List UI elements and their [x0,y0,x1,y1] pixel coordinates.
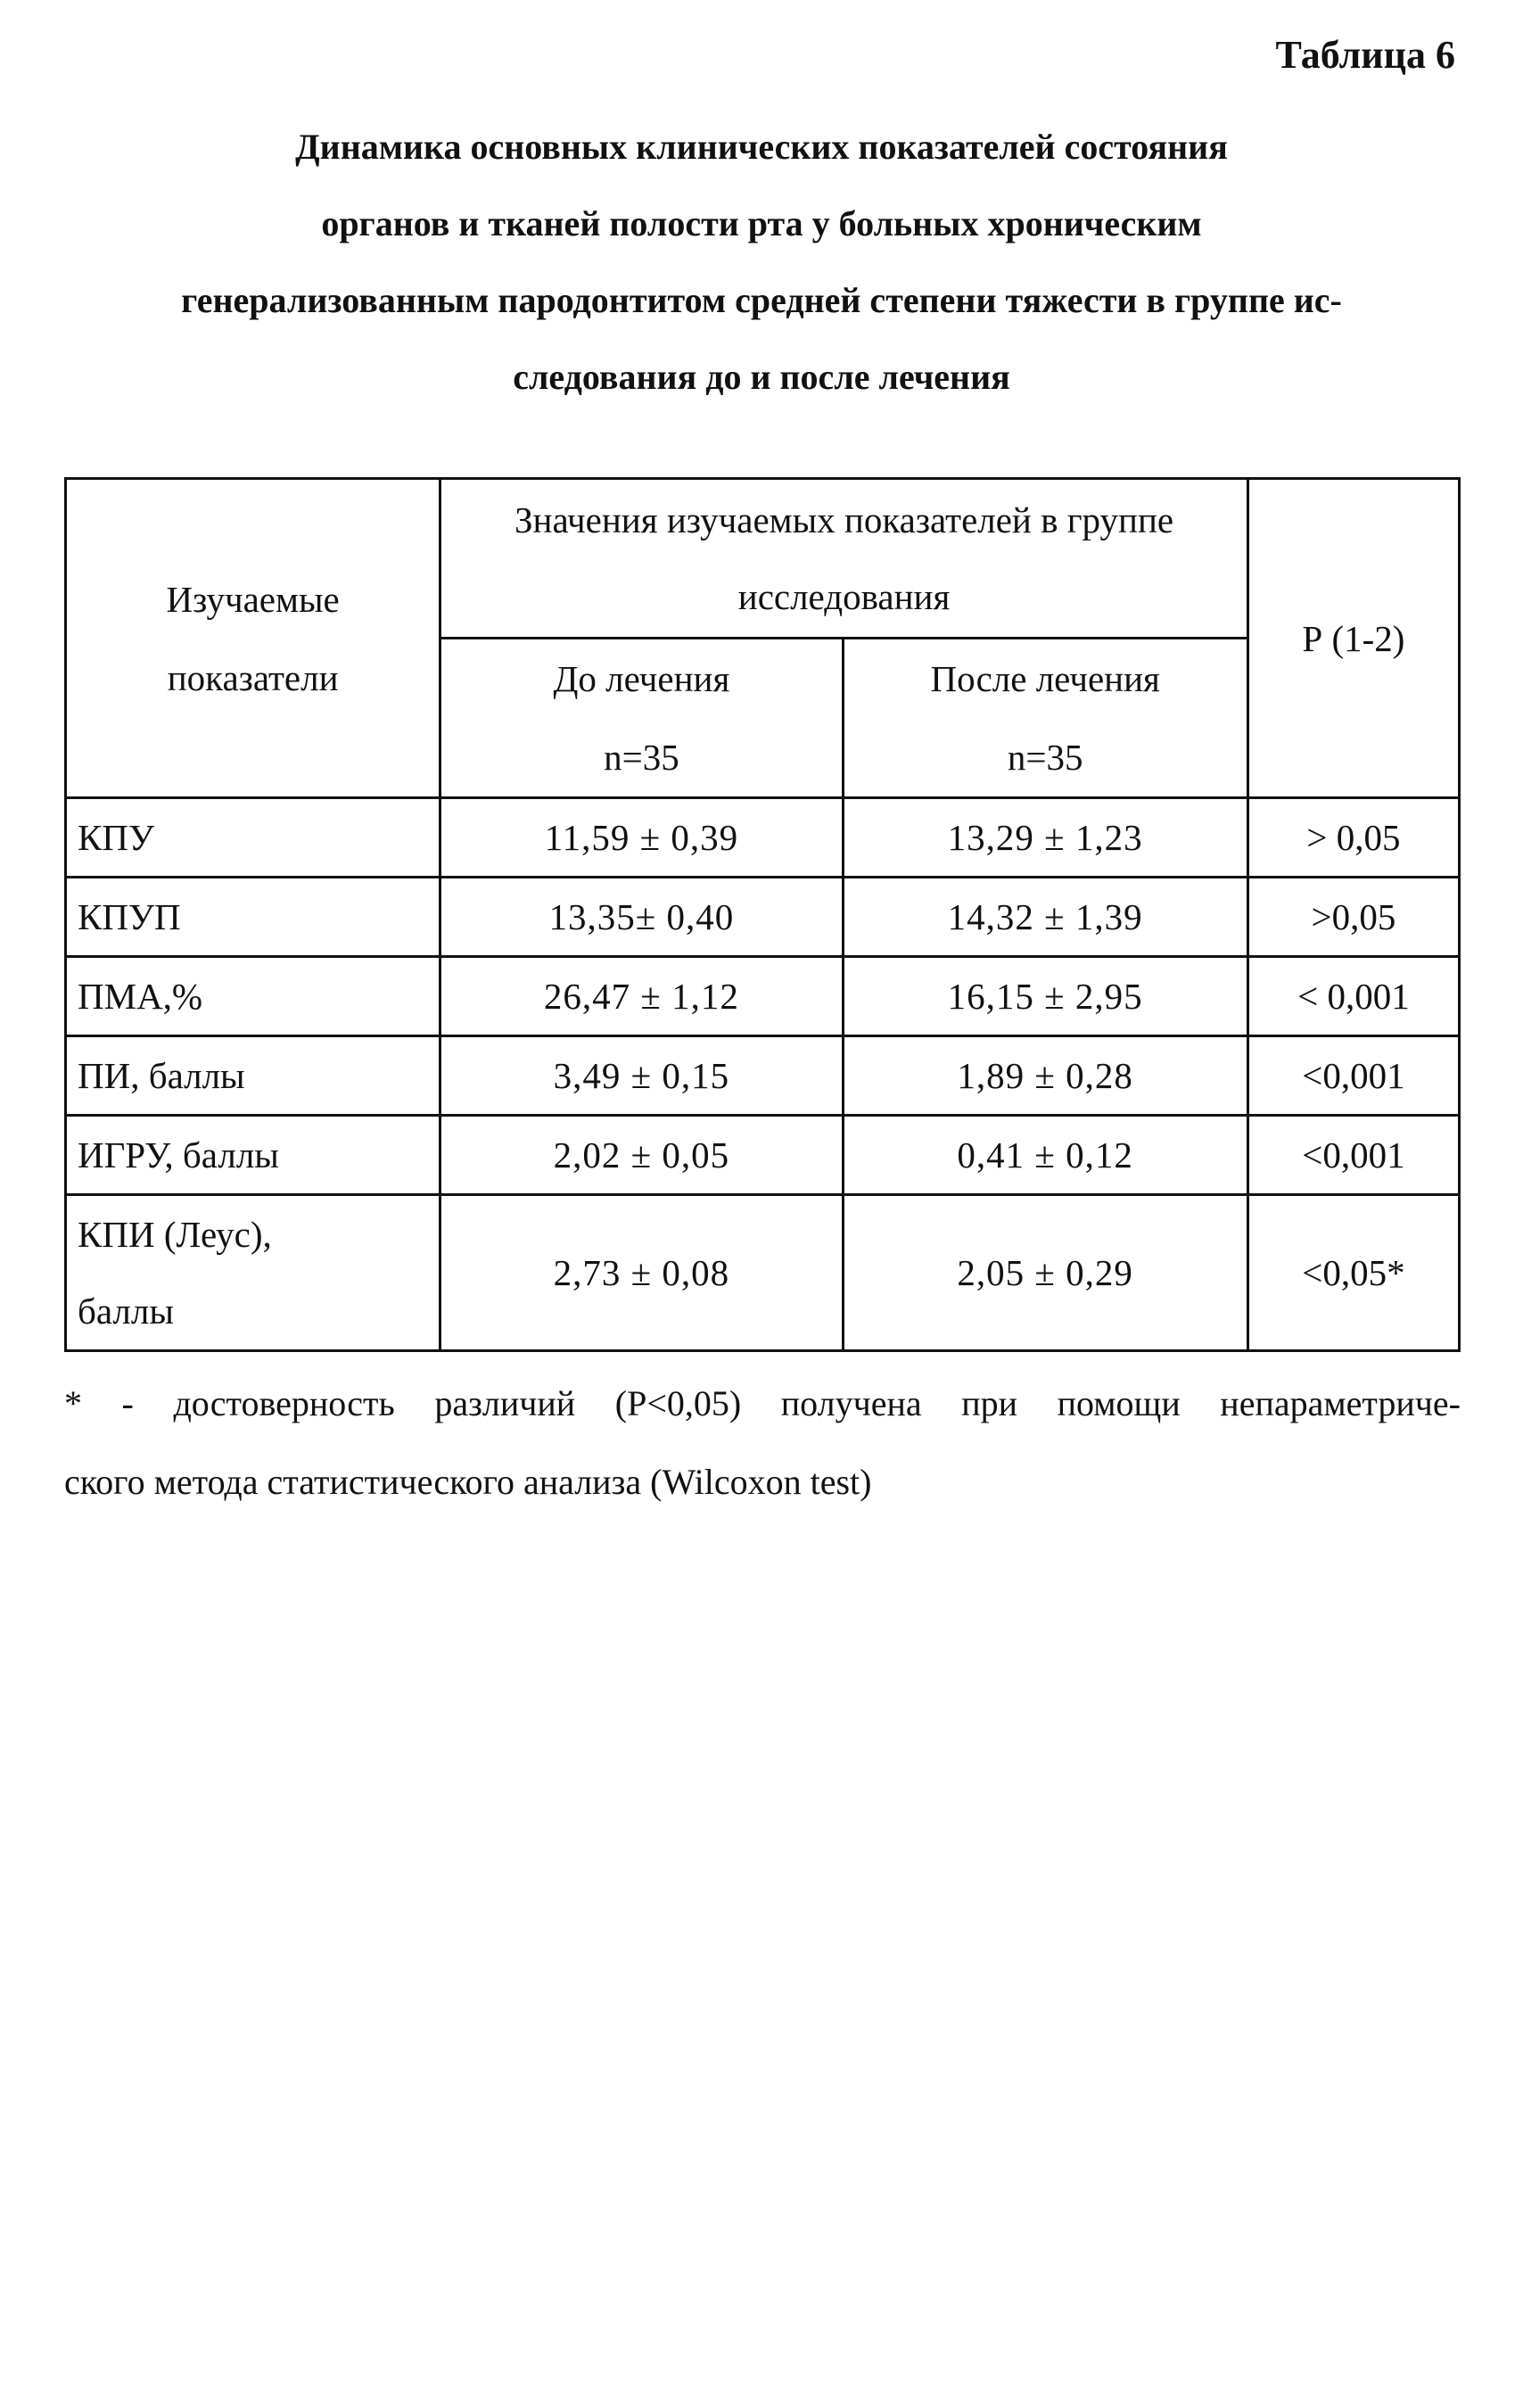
footnote-line: ского метода статистического анализа (Wilcoxon test) [64,1462,872,1502]
row-before-value: 11,59 ± 0,39 [440,798,843,878]
row-indicator: КПУ [66,798,440,878]
row-after-value: 14,32 ± 1,39 [843,878,1247,957]
header-group-line: Значения изучаемых показателей в группе [515,499,1174,540]
row-after-value: 0,41 ± 0,12 [843,1116,1247,1195]
row-before-value: 2,73 ± 0,08 [440,1195,843,1351]
table-title [62,109,1461,416]
header-indicators-line: показатели [167,656,339,698]
row-after-value: 2,05 ± 0,29 [843,1195,1247,1351]
row-p-value: <0,001 [1247,1036,1459,1116]
header-p-value: Р (1-2) [1247,479,1459,798]
title-line: Динамика основных клинических показателей состояния [295,127,1228,167]
header-after-line: После лечения [930,658,1160,699]
row-before-value: 2,02 ± 0,05 [440,1116,843,1195]
row-p-value: > 0,05 [1247,798,1459,878]
row-after-value: 1,89 ± 0,28 [843,1036,1247,1116]
header-before-n: n=35 [604,737,679,778]
header-before-line: До лечения [553,658,730,699]
row-indicator: КПУП [66,878,440,957]
header-after-n: n=35 [1007,737,1083,778]
footnote-line: * - достоверность различий (Р<0,05) получена при помощи непараметриче- [64,1383,1461,1423]
row-after-value: 13,29 ± 1,23 [843,798,1247,878]
header-before-treatment [440,639,843,798]
row-p-value: <0,001 [1247,1116,1459,1195]
table-footnote [64,1365,1461,1521]
table-row [66,1116,1460,1195]
row-indicator-line: баллы [78,1291,174,1332]
header-row [66,479,1460,639]
row-indicator: ИГРУ, баллы [66,1116,440,1195]
data-table [64,477,1461,1352]
table-row [66,798,1460,878]
header-group-values [440,479,1248,639]
row-p-value: >0,05 [1247,878,1459,957]
row-p-value: <0,05* [1247,1195,1459,1351]
row-indicator-line: КПИ (Леус), [78,1214,272,1255]
title-line: генерализованным пародонтитом средней степени тяжести в группе ис- [181,280,1342,320]
row-before-value: 26,47 ± 1,12 [440,957,843,1036]
header-indicators [66,479,440,798]
table-row [66,1036,1460,1116]
row-p-value: < 0,001 [1247,957,1459,1036]
table-row [66,878,1460,957]
table-row [66,957,1460,1036]
table-number-label: Таблица 6 [1275,33,1455,77]
row-before-value: 13,35± 0,40 [440,878,843,957]
row-indicator [66,1195,440,1351]
row-indicator: ПИ, баллы [66,1036,440,1116]
table-row [66,1195,1460,1351]
row-indicator: ПМА,% [66,957,440,1036]
header-after-treatment [843,639,1247,798]
row-after-value: 16,15 ± 2,95 [843,957,1247,1036]
header-group-line: исследования [737,576,951,617]
header-indicators-line: Изучаемые [166,578,340,620]
title-line: органов и тканей полости рта у больных хроническим [321,203,1202,243]
title-line: следования до и после лечения [513,357,1010,397]
row-before-value: 3,49 ± 0,15 [440,1036,843,1116]
